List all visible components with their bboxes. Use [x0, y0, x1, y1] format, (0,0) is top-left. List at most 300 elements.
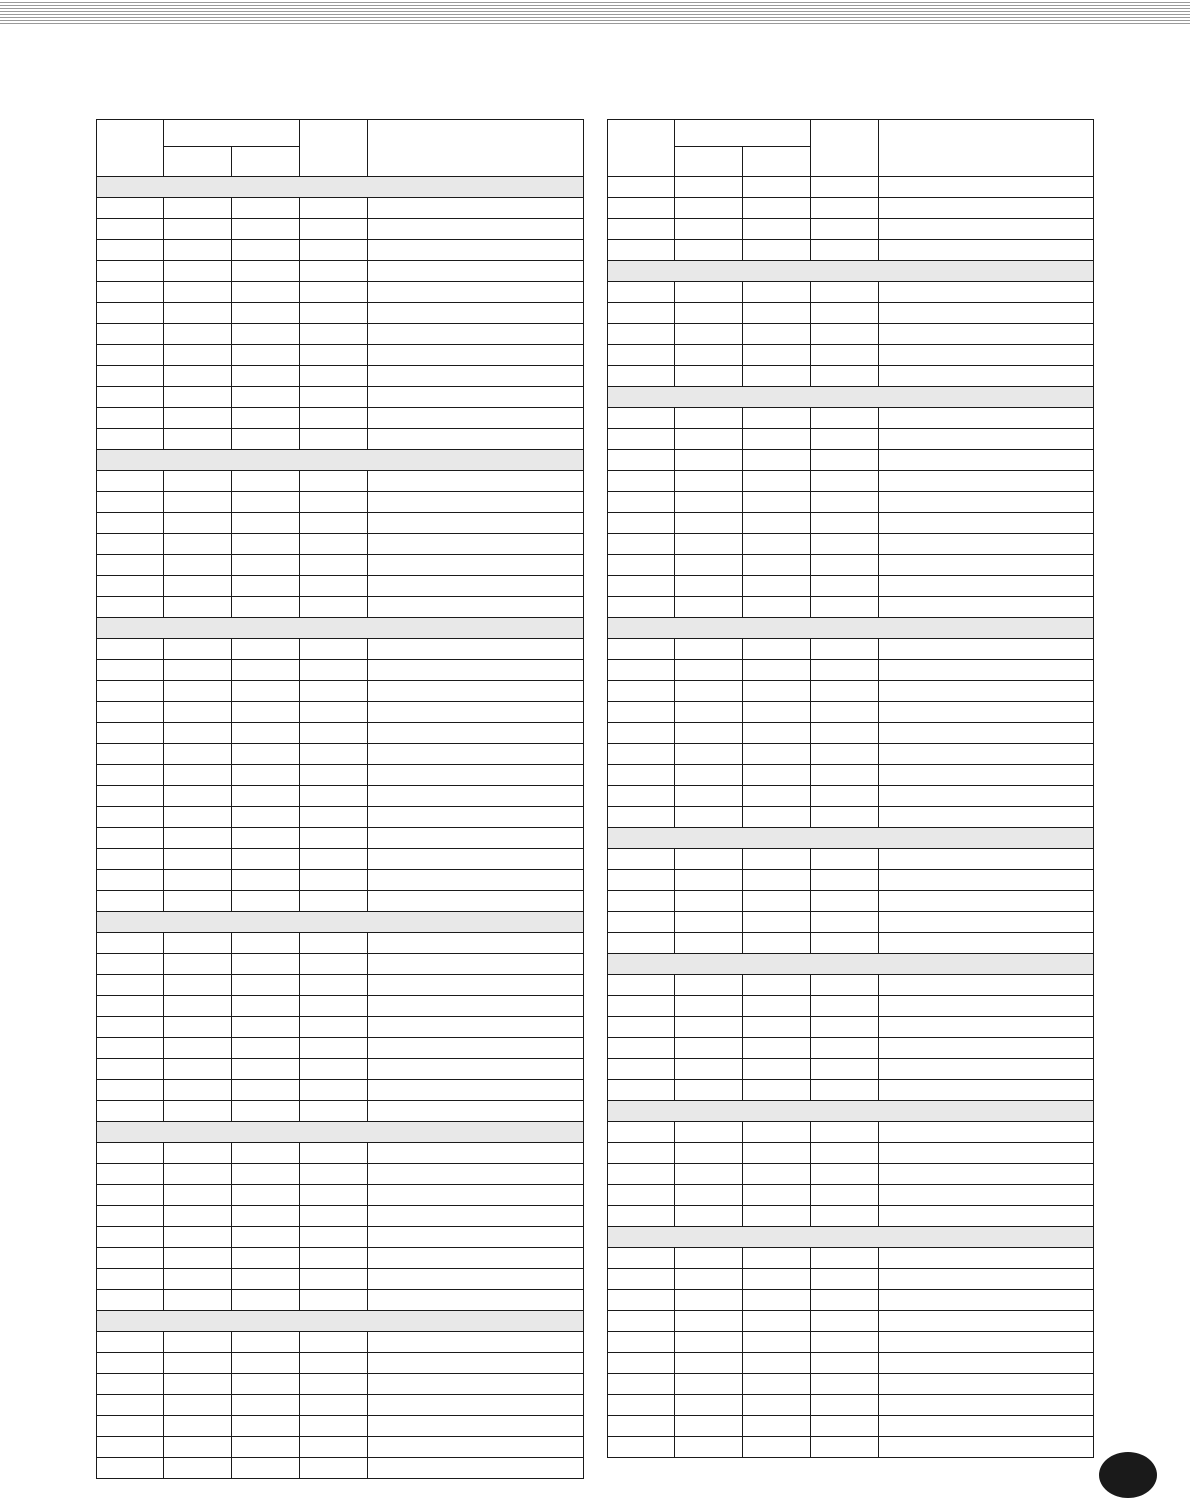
table-cell [164, 282, 232, 303]
table-row [97, 198, 584, 219]
table-row [608, 639, 1094, 660]
table-cell [368, 555, 584, 576]
table-cell [608, 198, 675, 219]
table-row [608, 1332, 1094, 1353]
table-cell [879, 534, 1094, 555]
table-cell [743, 891, 811, 912]
table-cell [97, 996, 164, 1017]
table-cell [743, 1269, 811, 1290]
table-row [608, 1353, 1094, 1374]
table-row [608, 303, 1094, 324]
section-heading [608, 261, 1094, 282]
table-cell [232, 1248, 300, 1269]
section-row [97, 450, 584, 471]
table-cell [608, 513, 675, 534]
table-cell [811, 219, 879, 240]
table-cell [232, 786, 300, 807]
table-cell [743, 1059, 811, 1080]
table-cell [232, 765, 300, 786]
table-cell [232, 303, 300, 324]
table-cell [164, 933, 232, 954]
table-cell [97, 240, 164, 261]
table-cell [811, 1395, 879, 1416]
table-cell [743, 912, 811, 933]
table-cell [97, 660, 164, 681]
table-cell [675, 1416, 743, 1437]
table-cell [300, 282, 368, 303]
table-cell [368, 1416, 584, 1437]
section-heading [608, 954, 1094, 975]
section-row [608, 618, 1094, 639]
table-cell [97, 1437, 164, 1458]
table-cell [879, 450, 1094, 471]
table-row [97, 1143, 584, 1164]
table-cell [608, 576, 675, 597]
section-heading [97, 912, 584, 933]
table-cell [164, 975, 232, 996]
table-cell [300, 1227, 368, 1248]
section-heading [608, 618, 1094, 639]
header-subcell [164, 147, 232, 177]
table-cell [97, 492, 164, 513]
table-cell [164, 366, 232, 387]
table-row [97, 471, 584, 492]
table-cell [675, 324, 743, 345]
table-cell [164, 1269, 232, 1290]
table-cell [97, 1395, 164, 1416]
table-cell [300, 1374, 368, 1395]
table-cell [164, 492, 232, 513]
table-cell [743, 870, 811, 891]
table-cell [97, 576, 164, 597]
table-cell [675, 975, 743, 996]
table-cell [811, 366, 879, 387]
table-cell [300, 1332, 368, 1353]
table-row [97, 1437, 584, 1458]
table-cell [743, 1080, 811, 1101]
table-cell [811, 1185, 879, 1206]
table-row [97, 408, 584, 429]
table-cell [879, 1437, 1094, 1458]
table-cell [879, 1206, 1094, 1227]
table-row [608, 1143, 1094, 1164]
table-cell [675, 597, 743, 618]
table-row [97, 744, 584, 765]
table-cell [879, 975, 1094, 996]
table-cell [743, 1038, 811, 1059]
table-cell [675, 807, 743, 828]
table-cell [368, 1206, 584, 1227]
table-cell [368, 681, 584, 702]
table-row [97, 1290, 584, 1311]
table-cell [675, 471, 743, 492]
table-cell [164, 681, 232, 702]
table-cell [300, 492, 368, 513]
table-cell [879, 240, 1094, 261]
table-cell [879, 1164, 1094, 1185]
table-cell [811, 975, 879, 996]
table-cell [164, 471, 232, 492]
table-cell [300, 1395, 368, 1416]
table-cell [232, 660, 300, 681]
table-cell [743, 702, 811, 723]
table-cell [97, 1017, 164, 1038]
table-row [608, 1416, 1094, 1437]
table-cell [743, 744, 811, 765]
table-cell [811, 933, 879, 954]
table-cell [97, 219, 164, 240]
table-cell [608, 975, 675, 996]
header-subcell [675, 147, 743, 177]
table-cell [743, 576, 811, 597]
table-cell [368, 1353, 584, 1374]
table-cell [97, 765, 164, 786]
table-cell [368, 786, 584, 807]
table-cell [300, 471, 368, 492]
table-cell [232, 1143, 300, 1164]
table-cell [675, 1038, 743, 1059]
table-cell [300, 597, 368, 618]
section-heading [97, 1311, 584, 1332]
table-row [608, 177, 1094, 198]
table-cell [879, 471, 1094, 492]
table-cell [811, 660, 879, 681]
table-cell [608, 807, 675, 828]
table-cell [879, 1080, 1094, 1101]
table-cell [368, 933, 584, 954]
table-cell [811, 996, 879, 1017]
table-cell [811, 891, 879, 912]
table-cell [232, 1206, 300, 1227]
table-cell [675, 996, 743, 1017]
table-cell [97, 786, 164, 807]
table-cell [608, 282, 675, 303]
table-cell [675, 723, 743, 744]
table-cell [608, 1416, 675, 1437]
table-cell [300, 534, 368, 555]
table-cell [232, 1332, 300, 1353]
table-cell [879, 660, 1094, 681]
table-cell [300, 1164, 368, 1185]
table-cell [608, 324, 675, 345]
table-cell [368, 1101, 584, 1122]
table-cell [743, 345, 811, 366]
table-cell [368, 1437, 584, 1458]
table-cell [164, 1080, 232, 1101]
table-cell [608, 1080, 675, 1101]
table-row [97, 807, 584, 828]
table-cell [368, 723, 584, 744]
table-row [97, 1332, 584, 1353]
table-row [608, 849, 1094, 870]
table-cell [743, 1353, 811, 1374]
table-cell [811, 345, 879, 366]
table-row [97, 639, 584, 660]
table-cell [300, 702, 368, 723]
table-cell [879, 1017, 1094, 1038]
table-row [97, 1164, 584, 1185]
table-cell [300, 1038, 368, 1059]
table-cell [743, 492, 811, 513]
section-heading [608, 387, 1094, 408]
table-cell [164, 765, 232, 786]
table-cell [97, 954, 164, 975]
table-row [608, 1437, 1094, 1458]
header-subcell [743, 147, 811, 177]
table-cell [368, 870, 584, 891]
table-cell [300, 807, 368, 828]
table-cell [232, 807, 300, 828]
table-cell [675, 492, 743, 513]
table-cell [300, 1269, 368, 1290]
table-cell [879, 702, 1094, 723]
table-cell [608, 597, 675, 618]
table-cell [879, 870, 1094, 891]
table-cell [879, 639, 1094, 660]
table-cell [608, 492, 675, 513]
table-cell [232, 954, 300, 975]
table-row [608, 1017, 1094, 1038]
table-cell [368, 240, 584, 261]
table-row [97, 891, 584, 912]
table-cell [368, 1185, 584, 1206]
table-cell [743, 1122, 811, 1143]
table-cell [300, 408, 368, 429]
table-cell [811, 429, 879, 450]
table-cell [164, 324, 232, 345]
table-row [97, 828, 584, 849]
table-cell [300, 240, 368, 261]
table-cell [97, 1227, 164, 1248]
section-heading [97, 450, 584, 471]
table-cell [232, 996, 300, 1017]
table-cell [811, 639, 879, 660]
table-cell [608, 1395, 675, 1416]
table-cell [675, 1332, 743, 1353]
table-cell [232, 891, 300, 912]
table-cell [232, 1458, 300, 1479]
table-cell [811, 450, 879, 471]
table-cell [368, 492, 584, 513]
table-row [608, 555, 1094, 576]
table-cell [232, 1038, 300, 1059]
table-cell [811, 1332, 879, 1353]
table-cell [300, 786, 368, 807]
table-cell [368, 513, 584, 534]
table-row [97, 492, 584, 513]
table-cell [811, 597, 879, 618]
table-cell [743, 513, 811, 534]
table-cell [164, 660, 232, 681]
table-cell [675, 1164, 743, 1185]
table-cell [879, 219, 1094, 240]
table-row [608, 870, 1094, 891]
table-row [97, 1458, 584, 1479]
table-cell [743, 639, 811, 660]
table-cell [368, 408, 584, 429]
table-cell [608, 1269, 675, 1290]
table-row [97, 324, 584, 345]
table-cell [97, 282, 164, 303]
table-cell [743, 282, 811, 303]
table-cell [743, 1206, 811, 1227]
table-cell [300, 723, 368, 744]
table-cell [675, 303, 743, 324]
table-cell [675, 1395, 743, 1416]
table-cell [164, 1290, 232, 1311]
table-cell [368, 261, 584, 282]
table-cell [368, 597, 584, 618]
table-cell [368, 660, 584, 681]
table-cell [164, 345, 232, 366]
header-cell [97, 120, 164, 177]
table-cell [608, 1059, 675, 1080]
table-cell [368, 303, 584, 324]
table-row [97, 996, 584, 1017]
table-cell [368, 765, 584, 786]
table-cell [675, 912, 743, 933]
table-cell [97, 723, 164, 744]
table-cell [608, 744, 675, 765]
table-cell [675, 870, 743, 891]
table-cell [232, 933, 300, 954]
table-cell [608, 660, 675, 681]
table-cell [368, 807, 584, 828]
section-row [608, 261, 1094, 282]
table-cell [368, 219, 584, 240]
table-cell [608, 912, 675, 933]
table-row [608, 597, 1094, 618]
table-row [608, 891, 1094, 912]
table-cell [811, 471, 879, 492]
table-row [97, 1206, 584, 1227]
table-cell [675, 639, 743, 660]
section-heading [608, 828, 1094, 849]
table-cell [232, 1416, 300, 1437]
table-cell [879, 807, 1094, 828]
table-cell [97, 744, 164, 765]
table-cell [164, 954, 232, 975]
table-row [97, 786, 584, 807]
table-cell [164, 303, 232, 324]
table-cell [300, 387, 368, 408]
table-row [97, 1185, 584, 1206]
table-cell [675, 1206, 743, 1227]
table-cell [232, 975, 300, 996]
table-cell [97, 1059, 164, 1080]
table-cell [300, 1080, 368, 1101]
table-cell [97, 366, 164, 387]
table-cell [879, 429, 1094, 450]
table-cell [811, 282, 879, 303]
table-cell [97, 639, 164, 660]
table-cell [97, 702, 164, 723]
table-cell [164, 1374, 232, 1395]
table-cell [879, 891, 1094, 912]
data-table-left [96, 119, 584, 1479]
table-row [97, 954, 584, 975]
table-cell [879, 597, 1094, 618]
table-cell [368, 387, 584, 408]
table-cell [232, 1395, 300, 1416]
table-cell [743, 1017, 811, 1038]
table-cell [164, 1038, 232, 1059]
table-cell [164, 870, 232, 891]
table-cell [675, 219, 743, 240]
table-cell [743, 450, 811, 471]
table-cell [811, 1416, 879, 1437]
table-cell [608, 1437, 675, 1458]
table-cell [232, 1269, 300, 1290]
table-cell [811, 765, 879, 786]
table-cell [97, 1206, 164, 1227]
table-cell [675, 345, 743, 366]
table-cell [368, 1332, 584, 1353]
table-cell [675, 1122, 743, 1143]
table-cell [232, 345, 300, 366]
table-cell [300, 345, 368, 366]
table-cell [879, 765, 1094, 786]
table-row [608, 975, 1094, 996]
table-cell [164, 702, 232, 723]
table-row [608, 240, 1094, 261]
table-cell [97, 345, 164, 366]
table-cell [164, 1353, 232, 1374]
table-cell [811, 1059, 879, 1080]
table-row [608, 1206, 1094, 1227]
table-cell [164, 240, 232, 261]
table-cell [675, 891, 743, 912]
table-cell [368, 1059, 584, 1080]
table-cell [97, 1290, 164, 1311]
table-cell [368, 1143, 584, 1164]
table-row [97, 555, 584, 576]
table-cell [743, 534, 811, 555]
table-cell [368, 324, 584, 345]
table-cell [743, 1290, 811, 1311]
table-cell [743, 975, 811, 996]
table-cell [608, 996, 675, 1017]
table-cell [300, 975, 368, 996]
table-cell [300, 555, 368, 576]
table-cell [811, 1017, 879, 1038]
table-cell [368, 1227, 584, 1248]
table-cell [811, 1248, 879, 1269]
table-cell [811, 513, 879, 534]
table-cell [608, 1248, 675, 1269]
table-cell [368, 1458, 584, 1479]
table-cell [743, 219, 811, 240]
table-row [608, 1122, 1094, 1143]
table-cell [300, 639, 368, 660]
table-cell [675, 1290, 743, 1311]
table-cell [300, 891, 368, 912]
table-cell [368, 534, 584, 555]
table-cell [232, 702, 300, 723]
table-cell [879, 492, 1094, 513]
table-cell [368, 429, 584, 450]
table-cell [368, 828, 584, 849]
table-cell [879, 408, 1094, 429]
table-cell [811, 1143, 879, 1164]
table-row [608, 702, 1094, 723]
table-cell [368, 1038, 584, 1059]
table-cell [675, 240, 743, 261]
table-cell [675, 702, 743, 723]
table-cell [743, 1185, 811, 1206]
table-cell [97, 849, 164, 870]
table-cell [368, 1080, 584, 1101]
